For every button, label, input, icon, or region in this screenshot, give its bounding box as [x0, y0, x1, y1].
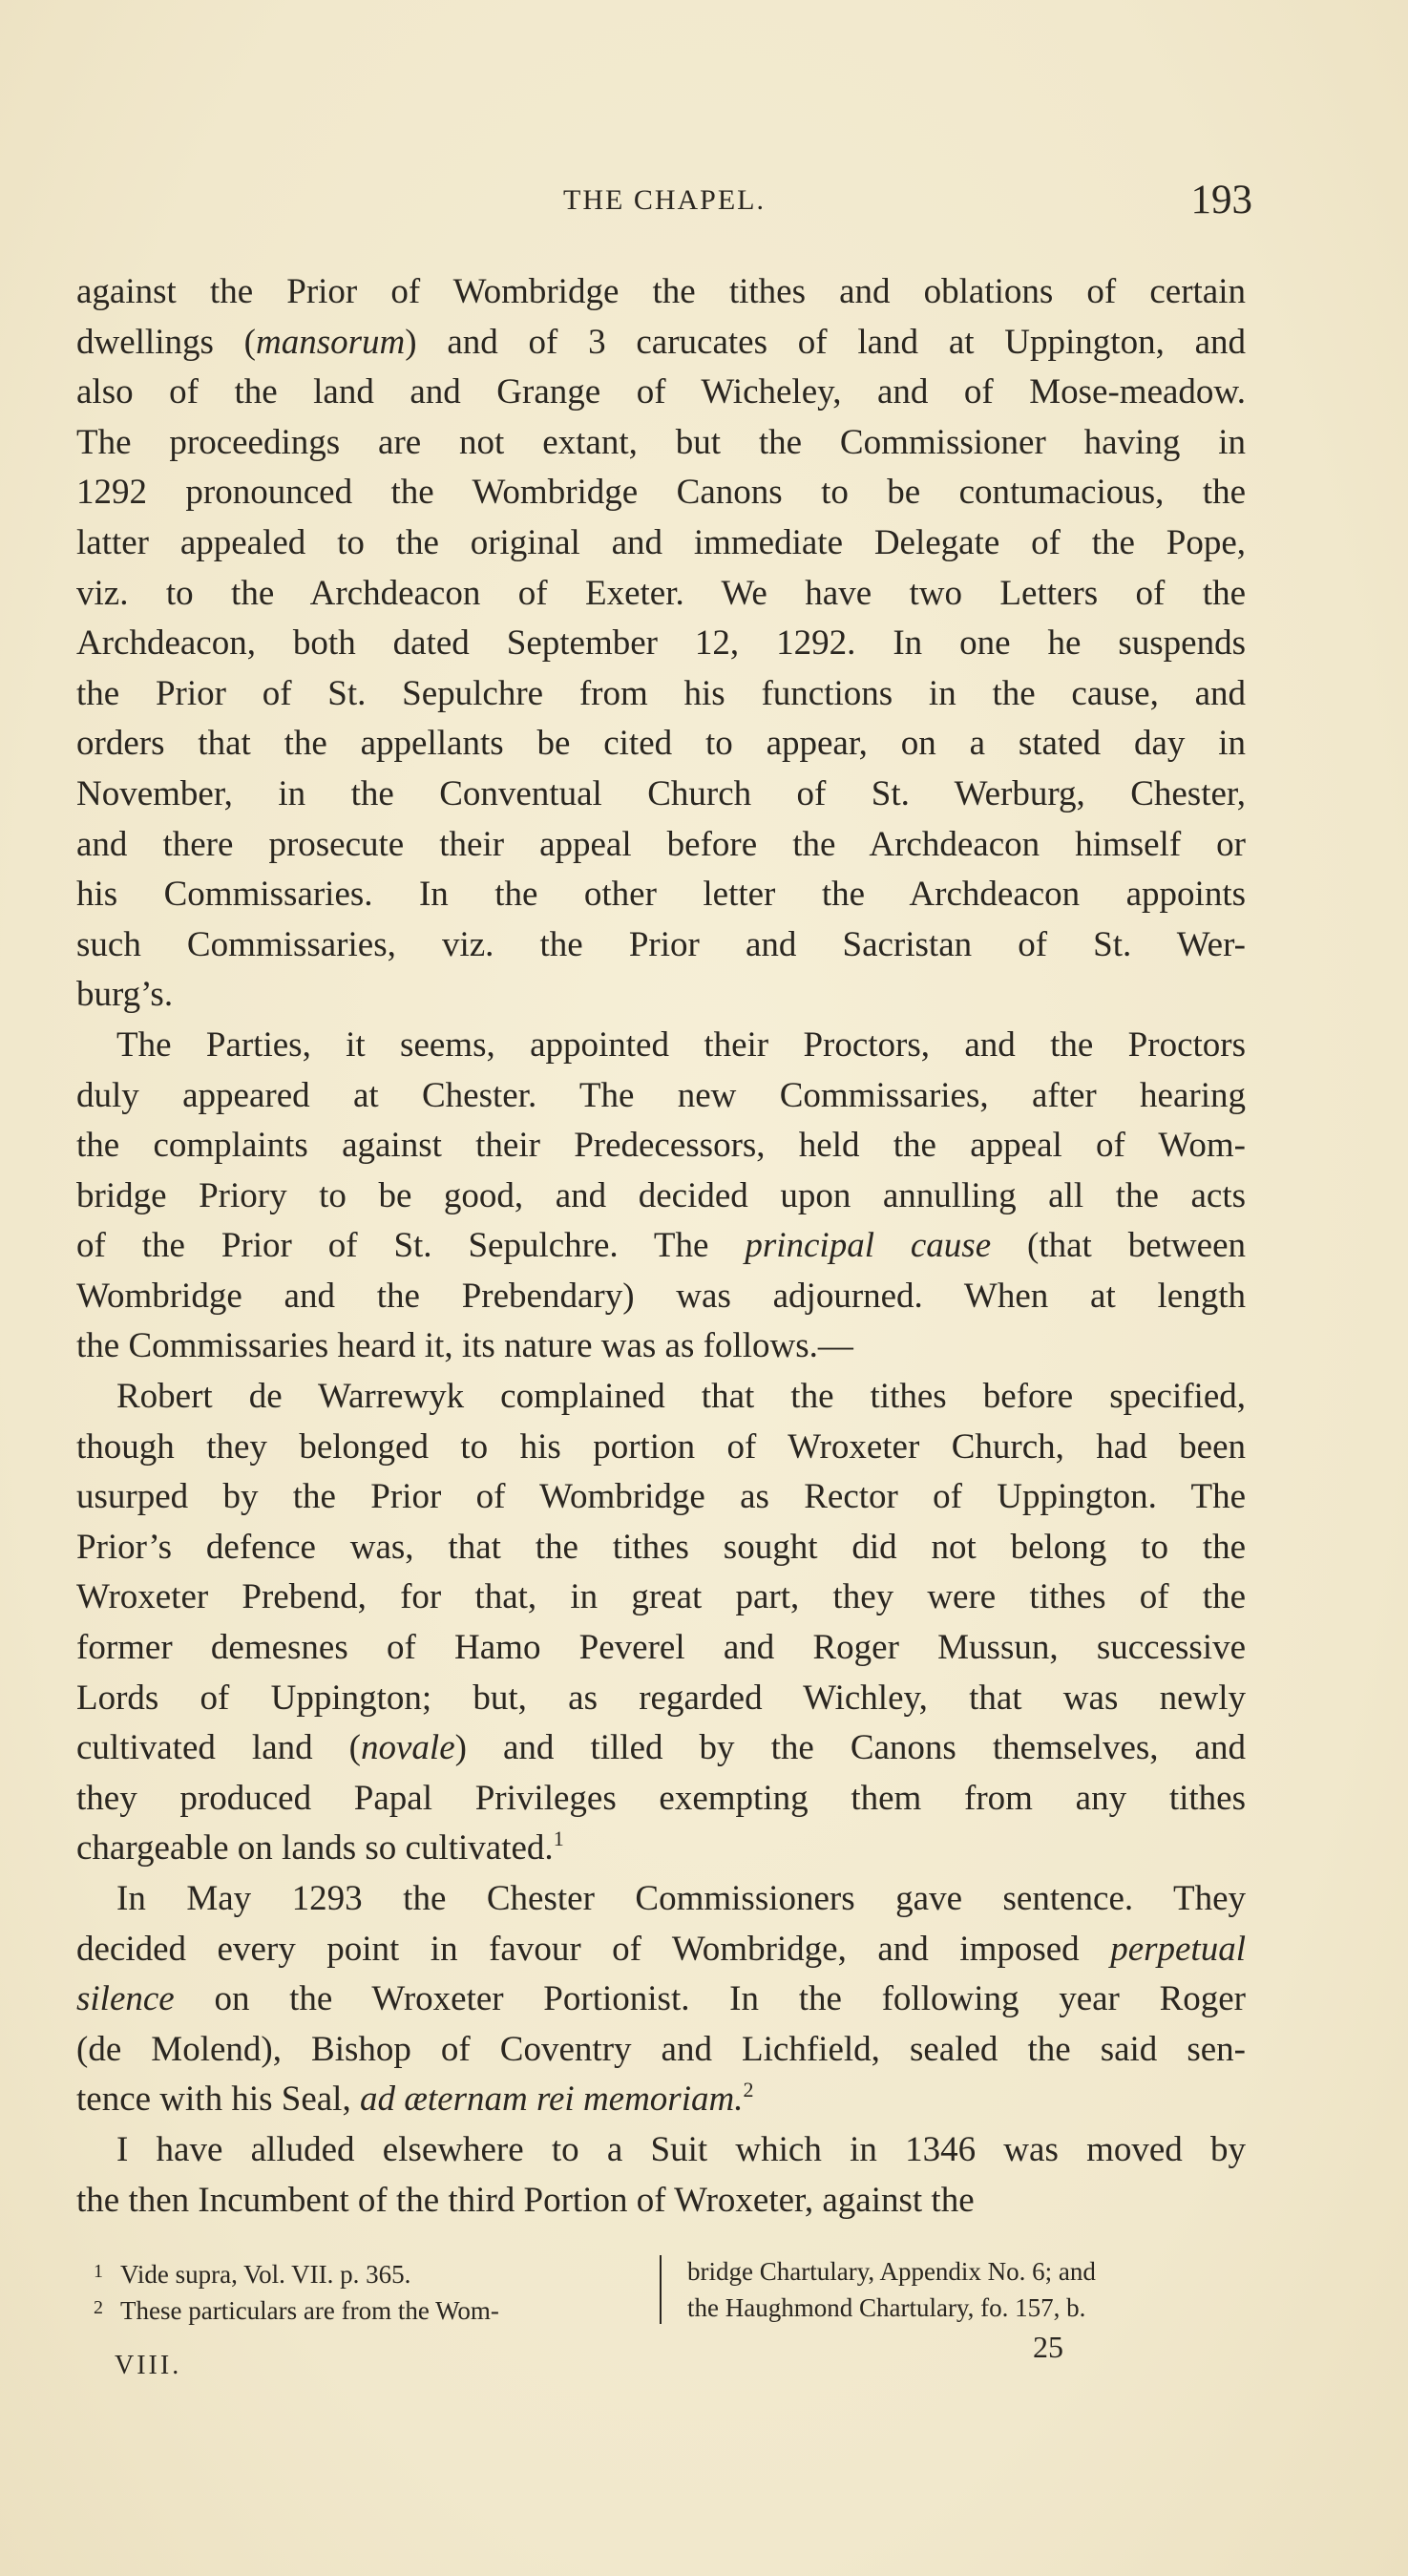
text-line: the Commissaries heard it, its nature was as follows.— [76, 1326, 853, 1366]
italic-text: principal cause [745, 1226, 992, 1266]
italic-text: perpetual [1110, 1929, 1246, 1969]
text-line: (de Molend), Bishop of Coventry and Lichfield, sealed the said sen- [76, 2029, 1246, 2069]
paragraph [76, 2125, 1246, 2226]
text-line: cultivated land (novale) and tilled by the Canons themselves, and [76, 1728, 1246, 1768]
text-line: Prior’s defence was, that the tithes sought did not belong to the [76, 1527, 1246, 1567]
text-line: decided every point in favour of Wombridge, and imposed perpetual [76, 1929, 1246, 1969]
text-line: Wombridge and the Prebendary) was adjourned. When at length [76, 1276, 1246, 1316]
footnote-mark: 1 [94, 2261, 103, 2282]
page-number: 193 [1190, 178, 1252, 222]
text-line: Robert de Warrewyk complained that the tithes before specified, [116, 1377, 1246, 1417]
text-line: tence with his Seal, ad æternam rei memoriam.$^2$ [76, 2078, 754, 2120]
text-line: chargeable on lands so cultivated.$^1$ [76, 1826, 564, 1869]
paragraph [76, 267, 1246, 1021]
text-line: November, in the Conventual Church of St. Werburg, Chester, [76, 773, 1246, 813]
footnote-mark: 2 [94, 2297, 103, 2318]
italic-text: novale [361, 1728, 455, 1768]
text-line: Archdeacon, both dated September 12, 1292. In one he suspends [76, 623, 1246, 664]
text-line: they produced Papal Privileges exempting them from any tithes [76, 1778, 1246, 1818]
footnote-2-continuation: the Haughmond Chartulary, fo. 157, b. [687, 2293, 1086, 2322]
text-line: latter appealed to the original and immediate Delegate of the Pope, [76, 522, 1246, 562]
footnote-2 [94, 2290, 666, 2326]
text-line: and there prosecute their appeal before the Archdeacon himself or [76, 824, 1246, 864]
text-line: of the Prior of St. Sepulchre. The principal cause (that between [76, 1226, 1246, 1266]
text-line: the then Incumbent of the third Portion of Wroxeter, against the [76, 2180, 975, 2220]
text-line: In May 1293 the Chester Commissioners gave sentence. They [116, 1879, 1246, 1918]
paragraph [76, 1021, 1246, 1372]
footnotes-left-column [94, 2253, 666, 2326]
text-line: The Parties, it seems, appointed their Proctors, and the Proctors [116, 1024, 1246, 1065]
text-line: the complaints against their Predecessors, held the appeal of Wom- [76, 1126, 1246, 1166]
footnote-1 [94, 2253, 666, 2290]
paragraph [76, 1372, 1246, 1874]
text-line: Lords of Uppington; but, as regarded Wichley, that was newly [76, 1678, 1246, 1718]
footnote-reference: 2 [743, 2078, 754, 2102]
footnotes-right-column [687, 2253, 1246, 2326]
text-line: against the Prior of Wombridge the tithes and oblations of certain [76, 272, 1246, 311]
body-text [76, 267, 1246, 2226]
page-header [76, 178, 1252, 232]
footnotes [76, 2253, 1246, 2358]
text-line: silence on the Wroxeter Portionist. In the following year Roger [76, 1979, 1246, 2019]
text-line: orders that the appellants be cited to appear, on a stated day in [76, 724, 1246, 764]
text-line: usurped by the Prior of Wombridge as Rector of Uppington. The [76, 1477, 1246, 1517]
paragraph [76, 1874, 1246, 2125]
italic-text: ad æternam rei memoriam. [359, 2080, 744, 2120]
text-line: 1292 pronounced the Wombridge Canons to be contumacious, the [76, 473, 1246, 513]
running-title: THE CHAPEL. [563, 184, 766, 216]
text-line: duly appeared at Chester. The new Commissaries, after hearing [76, 1075, 1246, 1115]
italic-text: silence [76, 1979, 175, 2019]
text-line: though they belonged to his portion of Wroxeter Church, had been [76, 1426, 1246, 1467]
footnote-text: These particulars are from the Wom- [120, 2296, 499, 2325]
footnote-reference: 1 [553, 1826, 564, 1851]
italic-text: mansorum [255, 322, 406, 362]
text-line: Wroxeter Prebend, for that, in great part, they were tithes of the [76, 1577, 1246, 1617]
text-line: his Commissaries. In the other letter the Archdeacon appoints [76, 875, 1246, 915]
text-line: the Prior of St. Sepulchre from his functions in the cause, and [76, 673, 1246, 713]
text-line: also of the land and Grange of Wicheley, and of Mose-meadow. [76, 372, 1246, 412]
signature-mark: VIII. [115, 2351, 182, 2380]
footnote-divider [660, 2255, 662, 2324]
text-line: I have alluded elsewhere to a Suit which in 1346 was moved by [116, 2129, 1246, 2169]
footnote-2-continuation: bridge Chartulary, Appendix No. 6; and [687, 2257, 1096, 2286]
sheet-number: 25 [1033, 2330, 1063, 2364]
text-line: bridge Priory to be good, and decided upon annulling all the acts [76, 1175, 1246, 1215]
text-line: The proceedings are not extant, but the Commissioner having in [76, 422, 1246, 462]
text-line: burg’s. [76, 975, 174, 1015]
text-line: viz. to the Archdeacon of Exeter. We have two Letters of the [76, 573, 1246, 613]
footnote-text: Vide supra, Vol. VII. p. 365. [120, 2260, 411, 2289]
text-line: former demesnes of Hamo Peverel and Roger Mussun, successive [76, 1628, 1246, 1668]
text-line: such Commissaries, viz. the Prior and Sacristan of St. Wer- [76, 924, 1246, 964]
text-line: dwellings (mansorum) and of 3 carucates of land at Uppington, and [76, 322, 1247, 362]
